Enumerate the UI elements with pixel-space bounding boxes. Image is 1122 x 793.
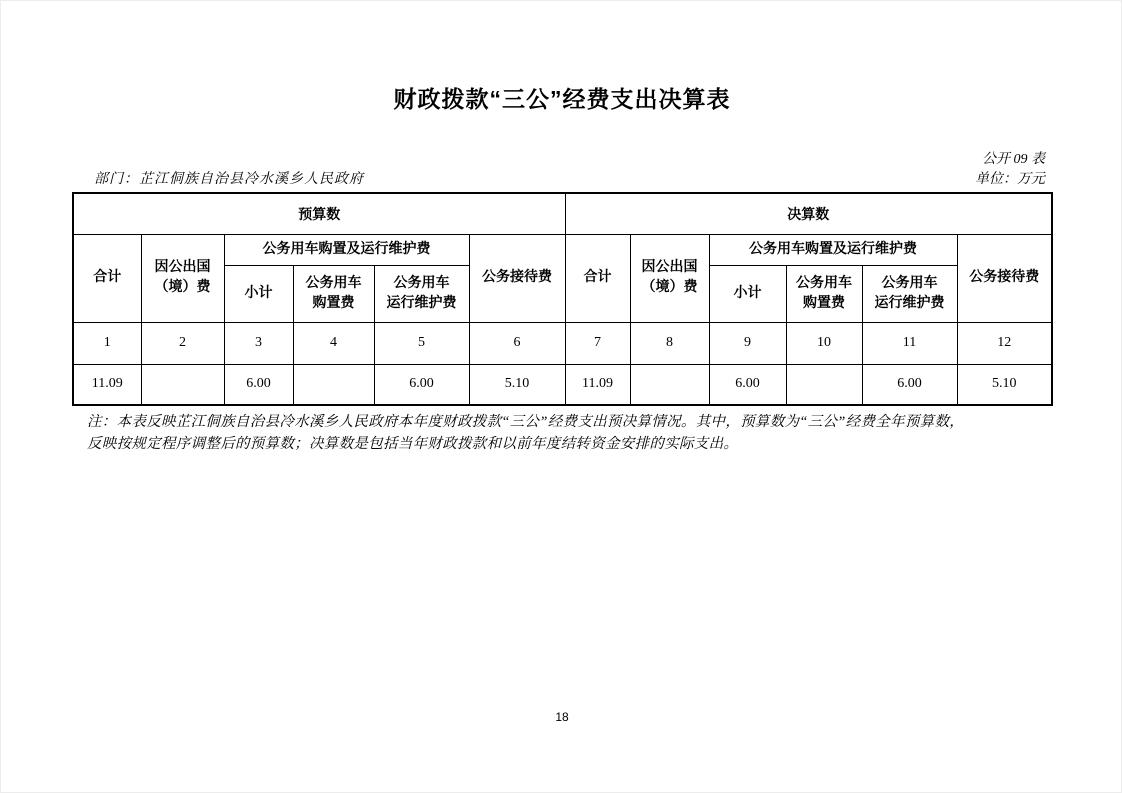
col-header-reception-budget: 公务接待费 [469,234,565,322]
col-header-subtotal-final: 小计 [709,265,786,322]
department-label: 部门：芷江侗族自治县冷水溪乡人民政府 [94,172,364,187]
footnote-line-2: 反映按规定程序调整后的预算数；决算数是包括当年财政拨款和以前年度结转资金安排的实际支出。 [87,435,739,452]
col-header-purchase-line2: 购置费 [312,295,355,311]
col-header-purchase-final [786,265,862,322]
col-header-subtotal-budget: 小计 [224,265,293,322]
unit-label: 单位：万元 [975,172,1045,187]
col-header-operation-final [862,265,957,322]
table-row-sections [73,193,1052,234]
value-cell: 6.00 [862,364,957,405]
col-header-abroad-line1: 因公出国 [641,260,698,276]
footnote-line-1: 注：本表反映芷江侗族自治县冷水溪乡人民政府本年度财政拨款“三公”经费支出预决算情况。其中，预算数为“三公”经费全年预算数， [87,414,965,430]
expense-table [72,192,1053,406]
col-header-purchase-line2: 购置费 [803,295,845,311]
col-header-vehicle-group-final: 公务用车购置及运行维护费 [709,234,957,265]
table-number-label: 公开 09 表 [982,152,1045,167]
column-number: 6 [469,322,565,364]
value-cell: 6.00 [709,364,786,405]
value-cell: 6.00 [374,364,469,405]
column-number: 8 [630,322,709,364]
value-cell: 5.10 [469,364,565,405]
column-number: 2 [141,322,224,364]
column-number: 4 [293,322,374,364]
col-header-operation-line1: 公务用车 [393,275,450,291]
col-header-abroad-line2: （境）费 [154,280,211,295]
col-header-operation-line2: 运行维护费 [874,295,945,311]
column-number: 3 [224,322,293,364]
value-cell [141,364,224,405]
column-number: 11 [862,322,957,364]
table-row-column-numbers [73,322,1052,364]
page-number: 18 [555,710,569,724]
col-header-operation-line2: 运行维护费 [386,295,457,311]
col-header-abroad-line1: 因公出国 [154,260,211,276]
table-row-values [73,364,1052,405]
col-header-abroad-line2: （境）费 [641,280,698,295]
value-cell: 11.09 [565,364,630,405]
col-header-operation-budget [374,265,469,322]
col-header-purchase-line1: 公务用车 [796,275,852,291]
col-header-purchase-budget [293,265,374,322]
col-header-abroad-budget [141,234,224,322]
col-header-total-budget: 合计 [73,234,141,322]
column-number: 10 [786,322,862,364]
value-cell: 11.09 [73,364,141,405]
col-header-purchase-line1: 公务用车 [305,275,362,291]
page-title: 财政拨款“三公”经费支出决算表 [393,86,731,112]
value-cell [630,364,709,405]
value-cell: 5.10 [957,364,1052,405]
col-header-total-final: 合计 [565,234,630,322]
footnote [87,412,1049,455]
col-header-abroad-final [630,234,709,322]
col-header-operation-line1: 公务用车 [881,275,938,291]
col-header-reception-final: 公务接待费 [957,234,1052,322]
final-section-header: 决算数 [565,193,1052,234]
value-cell: 6.00 [224,364,293,405]
value-cell [786,364,862,405]
budget-section-header: 预算数 [73,193,565,234]
table-row-group-headers [73,234,1052,265]
value-cell [293,364,374,405]
column-number: 9 [709,322,786,364]
column-number: 12 [957,322,1052,364]
column-number: 1 [73,322,141,364]
column-number: 5 [374,322,469,364]
column-number: 7 [565,322,630,364]
col-header-vehicle-group-budget: 公务用车购置及运行维护费 [224,234,469,265]
